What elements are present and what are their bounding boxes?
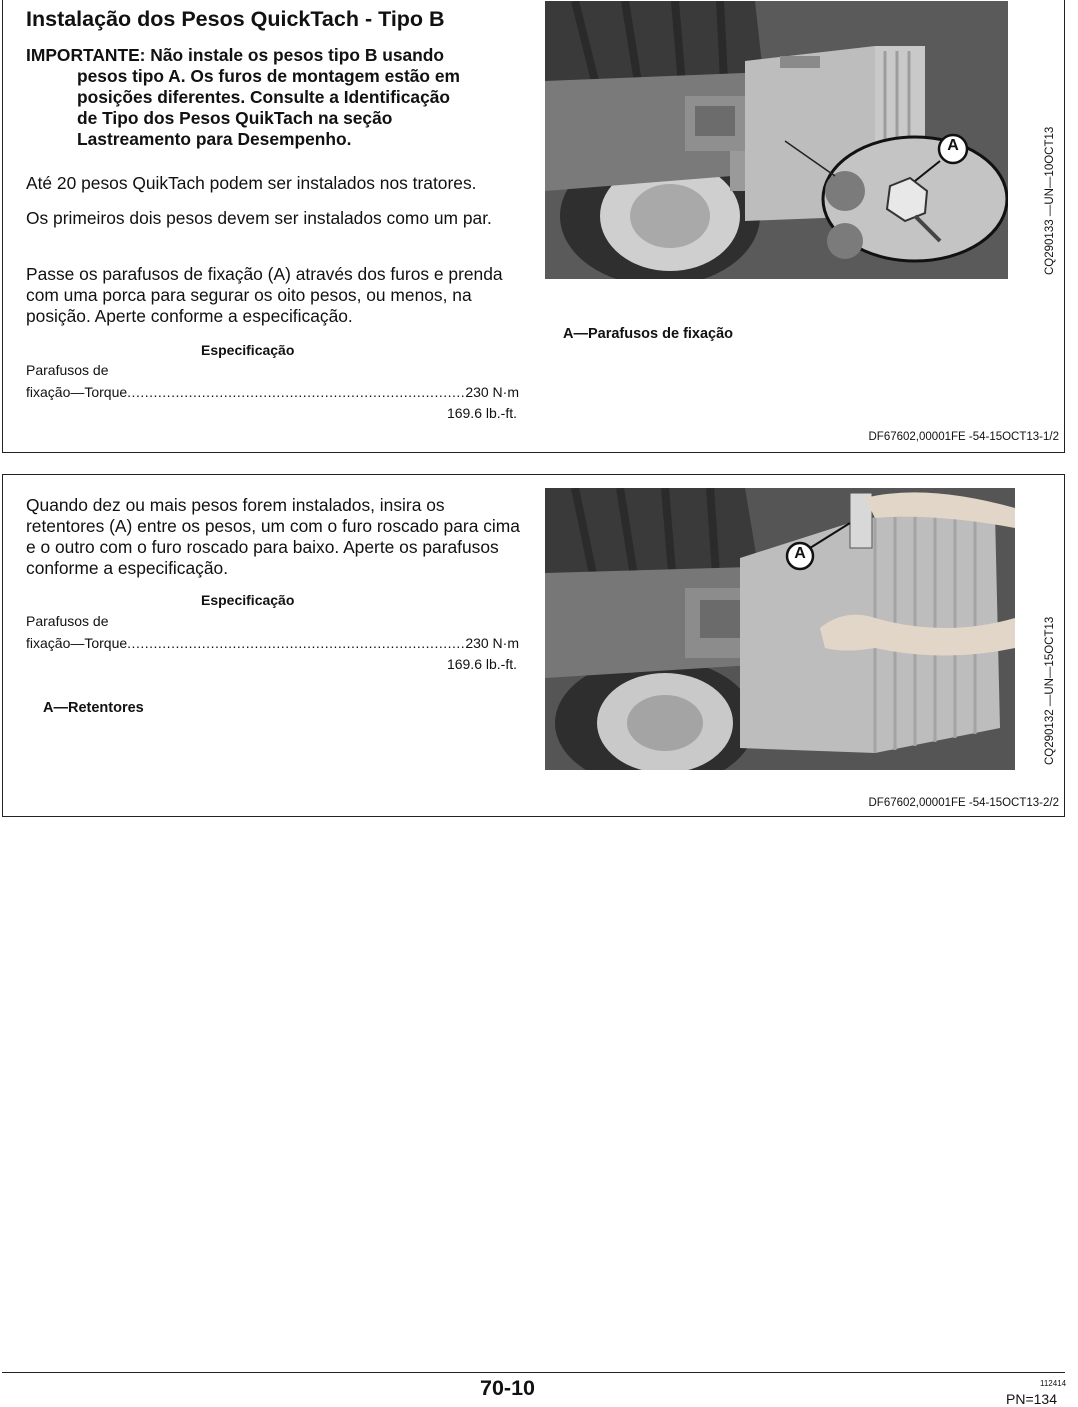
important-line-1: IMPORTANTE: Não instale os pesos tipo B usando (26, 45, 445, 65)
footer-rule (2, 1372, 1065, 1373)
spec-value-alt: 169.6 lb.-ft. (446, 405, 517, 421)
section-title: Instalação dos Pesos QuickTach - Tipo B (26, 7, 445, 31)
date-code: 112414 (1040, 1379, 1067, 1388)
weights-bolt-illustration (545, 1, 1008, 279)
paragraph-fix-bolts: Passe os parafusos de fixação (A) através dos furos e prenda com uma porca para segurar os oito pesos, ou menos, na posição. Aperte conforme a especificação. (26, 264, 503, 326)
important-line-3: posições diferentes. Consulte a Identificação (77, 87, 451, 107)
image-code: CQ290133 —UN—10OCT13 (1044, 126, 1056, 275)
spec-leader-dots (127, 635, 465, 651)
image-code: CQ290132 —UN—15OCT13 (1044, 616, 1056, 765)
important-note (26, 45, 526, 150)
spec-value: 230 N·m (465, 635, 519, 651)
spec-row (26, 384, 519, 400)
footer-code: DF67602,00001FE -54-15OCT13-2/2 (868, 797, 1059, 809)
retainers-illustration (545, 488, 1015, 770)
page-number: 70-10 (480, 1376, 535, 1400)
section-panel-2 (2, 474, 1065, 817)
callout-a: A—Parafusos de fixação (563, 326, 734, 342)
callout-a: A—Retentores (43, 700, 144, 716)
spec-item-line-2: fixação—Torque (26, 635, 128, 651)
image-label-a: A (794, 545, 806, 562)
important-line-5: Lastreamento para Desempenho. (77, 129, 352, 149)
important-line-2: pesos tipo A. Os furos de montagem estão em (77, 66, 460, 86)
image-label-a: A (947, 137, 959, 154)
important-line-4: de Tipo dos Pesos QuikTach na seção (77, 108, 393, 128)
spec-item-line-1: Parafusos de (26, 362, 109, 378)
spec-heading: Especificação (201, 342, 295, 358)
footer-code: DF67602,00001FE -54-15OCT13-1/2 (868, 431, 1059, 443)
spec-value-alt: 169.6 lb.-ft. (446, 656, 517, 672)
spec-value: 230 N·m (465, 384, 519, 400)
spec-heading: Especificação (201, 592, 295, 608)
spec-item-line-1: Parafusos de (26, 613, 109, 629)
paragraph-max-weights: Até 20 pesos QuikTach podem ser instalados nos tratores. (26, 173, 477, 193)
pn-number: PN=134 (1006, 1391, 1057, 1407)
spec-row (26, 635, 519, 651)
retainers-drawing (545, 488, 1015, 770)
weights-bolt-drawing (545, 1, 1008, 279)
paragraph-retainers: Quando dez ou mais pesos forem instalados, insira os retentores (A) entre os pesos, um com o furo roscado para cima e o outro com o furo roscado para baixo. Aperte os parafusos conforme a especificação. (26, 495, 520, 578)
paragraph-first-pair: Os primeiros dois pesos devem ser instalados como um par. (26, 208, 492, 228)
spec-item-line-2: fixação—Torque (26, 384, 128, 400)
spec-leader-dots (127, 384, 465, 400)
section-panel-1 (2, 0, 1065, 453)
